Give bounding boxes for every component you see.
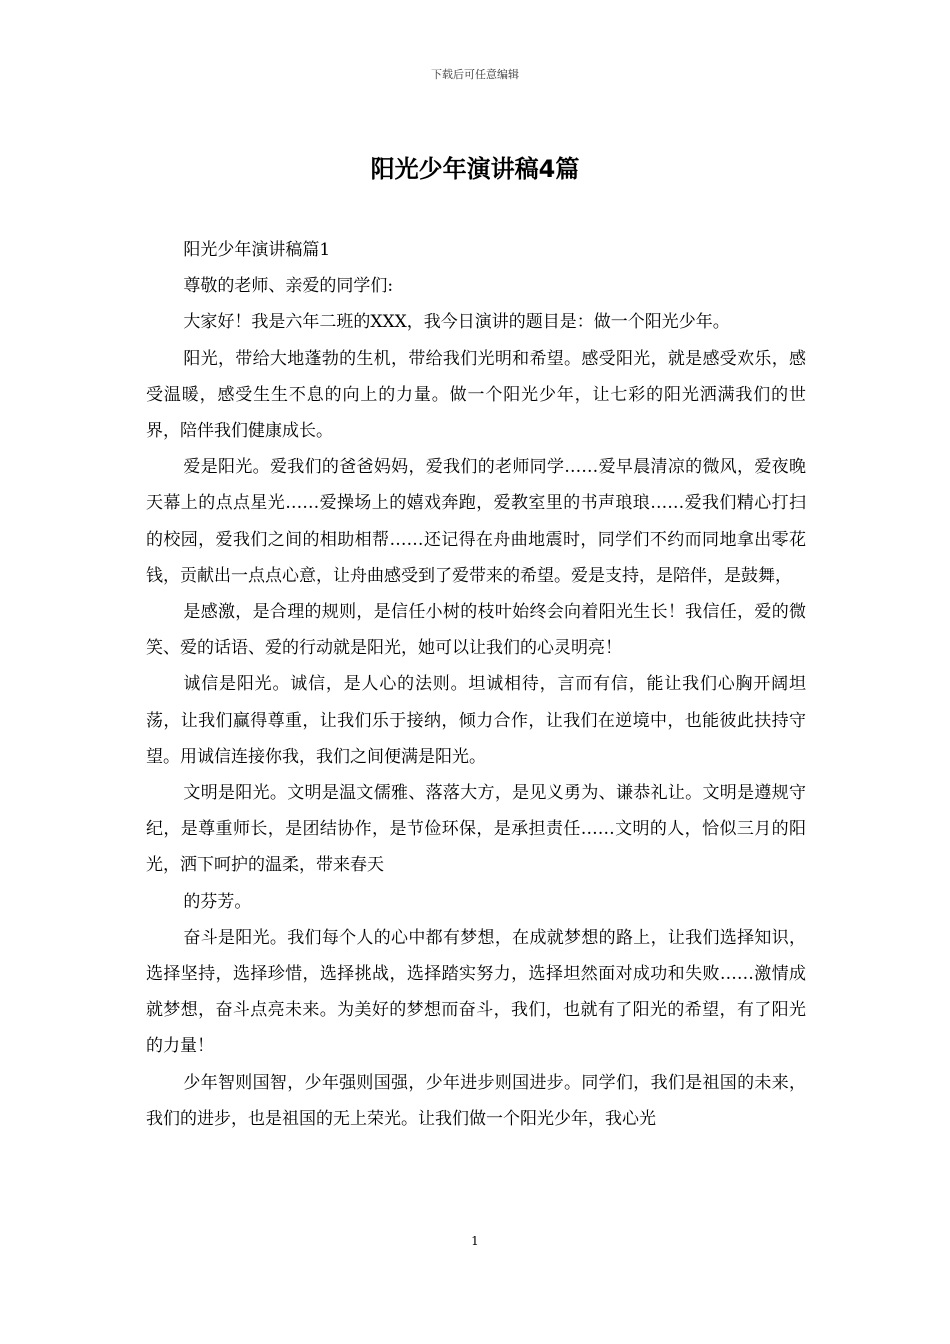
paragraph: 的芬芳。 xyxy=(183,891,252,912)
paragraph: 阳光，带给大地蓬勃的生机，带给我们光明和希望。感受阳光，就是感受欢乐，感受温暖，感受生生不息的向上的力量。做一个阳光少年，让七彩的阳光洒满我们的世界，陪伴我们健康成长。 xyxy=(146,348,806,442)
document-title: 阳光少年演讲稿4篇 xyxy=(370,155,580,183)
paragraph: 少年智则国智，少年强则国强，少年进步则国进步。同学们，我们是祖国的未来，我们的进步，也是祖国的无上荣光。让我们做一个阳光少年，我心光 xyxy=(146,1072,806,1129)
paragraph: 是感激，是合理的规则，是信任小树的枝叶始终会向着阳光生长！我信任，爱的微笑、爱的话语、爱的行动就是阳光，她可以让我们的心灵明亮！ xyxy=(146,602,806,659)
salutation: 尊敬的老师、亲爱的同学们: xyxy=(183,276,394,297)
document-body xyxy=(146,232,806,1137)
paragraph: 诚信是阳光。诚信，是人心的法则。坦诚相待，言而有信，能让我们心胸开阔坦荡，让我们赢得尊重，让我们乐于接纳，倾力合作，让我们在逆境中，也能彼此扶持守望。用诚信连接你我，我们之间便满是阳光。 xyxy=(146,674,806,767)
paragraph: 大家好！我是六年二班的XXX，我今日演讲的题目是：做一个阳光少年。 xyxy=(183,312,730,333)
section-heading: 阳光少年演讲稿篇1 xyxy=(183,240,331,260)
header-note: 下载后可任意编辑 xyxy=(431,68,519,81)
paragraph: 奋斗是阳光。我们每个人的心中都有梦想，在成就梦想的路上，让我们选择知识，选择坚持，选择珍惜，选择挑战，选择踏实努力，选择坦然面对成功和失败……激情成就梦想，奋斗点亮未来。为美好的梦想而奋斗，我们，也就有了阳光的希望，有了阳光的力量！ xyxy=(146,927,806,1057)
page-number: 1 xyxy=(471,1234,479,1248)
paragraph: 爱是阳光。爱我们的爸爸妈妈，爱我们的老师同学……爱早晨清凉的微风，爱夜晚天幕上的点点星光……爱操场上的嬉戏奔跑，爱教室里的书声琅琅……爱我们精心打扫的校园，爱我们之间的相助相帮……还记得在舟曲地震时，同学们不约而同地拿出零花钱，贡献出一点点心意，让舟曲感受到了爱带来的希望。爱是支持，是陪伴，是鼓舞， xyxy=(146,457,806,586)
paragraph: 文明是阳光。文明是温文儒雅、落落大方，是见义勇为、谦恭礼让。文明是遵规守纪，是尊重师长，是团结协作，是节俭环保，是承担责任……文明的人，恰似三月的阳光，洒下呵护的温柔，带来春天 xyxy=(146,783,806,876)
